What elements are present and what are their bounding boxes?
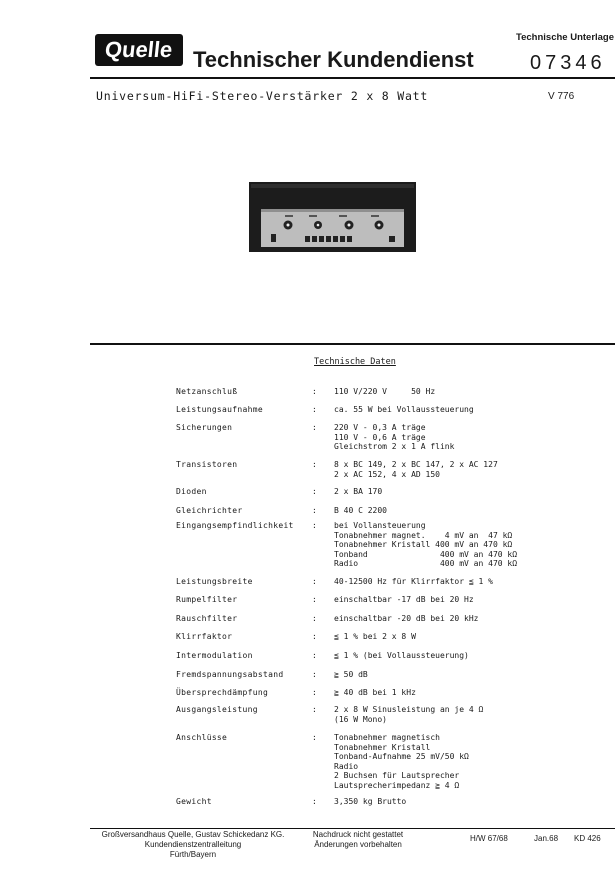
- spec-value-line: (16 W Mono): [334, 714, 387, 724]
- spec-value-line: Lautsprecherimpedanz ≧ 4 Ω: [334, 780, 460, 790]
- document-subtitle: Universum-HiFi-Stereo-Verstärker 2 x 8 Watt: [96, 89, 429, 103]
- spec-values: [334, 595, 474, 605]
- spec-value-line: Tonband-Aufnahme 25 mV/50 kΩ: [334, 752, 469, 762]
- spec-label: Leistungsbreite: [176, 577, 253, 586]
- spec-values: [334, 705, 483, 724]
- spec-separator: :: [312, 651, 317, 660]
- spec-value-line: B 40 C 2200: [334, 506, 387, 515]
- spec-values: [334, 632, 416, 642]
- footer-company: Großversandhaus Quelle, Gustav Schickedanz KG. Kundendienstzentralleitung Fürth/Bayern: [101, 830, 285, 859]
- spec-values: [334, 405, 474, 415]
- spec-separator: :: [312, 614, 317, 623]
- spec-separator: :: [312, 405, 317, 414]
- footer-copyright: Nachdruck nicht gestattet Änderungen vorbehalten: [312, 830, 404, 849]
- spec-value-line: ≧ 50 dB: [334, 670, 368, 679]
- spec-separator: :: [312, 632, 317, 641]
- spec-values: [334, 387, 435, 397]
- spec-value-line: bei Vollansteuerung: [334, 521, 426, 530]
- spec-label: Klirrfaktor: [176, 632, 233, 641]
- doc-label: Technische Unterlage: [516, 32, 615, 43]
- spec-values: [334, 614, 479, 624]
- spec-separator: :: [312, 423, 317, 432]
- spec-value-line: 2 x AC 152, 4 x AD 150: [334, 469, 440, 479]
- spec-value-line: 2 x BA 170: [334, 487, 383, 496]
- footer-date: Jan.68: [534, 834, 559, 843]
- spec-value-line: einschaltbar -17 dB bei 20 Hz: [334, 595, 474, 604]
- header-rule: [90, 77, 615, 79]
- spec-label: Fremdspannungsabstand: [176, 670, 284, 679]
- spec-value-line: einschaltbar -20 dB bei 20 kHz: [334, 614, 479, 623]
- spec-separator: :: [312, 387, 317, 396]
- spec-value-line: 2 x 8 W Sinusleistung an je 4 Ω: [334, 705, 484, 714]
- spec-separator: :: [312, 521, 317, 530]
- spec-value-line: Tonabnehmer Kristall: [334, 742, 431, 752]
- spec-separator: :: [312, 670, 317, 679]
- spec-label: Übersprechdämpfung: [176, 688, 269, 697]
- spec-separator: :: [312, 797, 317, 806]
- spec-separator: :: [312, 595, 317, 604]
- spec-value-line: Tonabnehmer magnetisch: [334, 733, 440, 742]
- section-heading: Technische Daten: [314, 357, 396, 367]
- spec-label: Gewicht: [176, 797, 212, 806]
- footer-doc-code: KD 426: [574, 834, 601, 843]
- amplifier-photo: [249, 182, 416, 252]
- spec-label: Gleichrichter: [176, 506, 243, 515]
- spec-value-line: Tonband 400 mV an 470 kΩ: [334, 549, 518, 559]
- spec-label: Netzanschluß: [176, 387, 238, 396]
- spec-values: [334, 797, 406, 807]
- spec-values: [334, 688, 416, 698]
- model-number: V 776: [548, 91, 575, 102]
- spec-separator: :: [312, 506, 317, 515]
- spec-values: [334, 460, 498, 479]
- footer-code: H/W 67/68: [470, 834, 508, 843]
- spec-values: [334, 487, 382, 497]
- spec-value-line: 110 V/220 V 50 Hz: [334, 387, 436, 396]
- spec-value-line: ca. 55 W bei Vollaussteuerung: [334, 405, 474, 414]
- spec-values: [334, 577, 493, 587]
- service-title: Technischer Kundendienst: [193, 47, 474, 72]
- spec-separator: :: [312, 705, 317, 714]
- spec-value-line: 220 V - 0,3 A träge: [334, 423, 426, 432]
- spec-value-line: ≧ 40 dB bei 1 kHz: [334, 688, 416, 697]
- spec-separator: :: [312, 487, 317, 496]
- spec-separator: :: [312, 577, 317, 586]
- spec-label: Intermodulation: [176, 651, 253, 660]
- spec-value-line: ≦ 1 % (bei Vollaussteuerung): [334, 651, 469, 660]
- doc-number: 07346: [530, 52, 606, 74]
- spec-separator: :: [312, 733, 317, 742]
- spec-value-line: 2 Buchsen für Lautsprecher: [334, 771, 460, 781]
- spec-value-line: 8 x BC 149, 2 x BC 147, 2 x AC 127: [334, 460, 498, 469]
- spec-label: Dioden: [176, 487, 207, 496]
- spec-value-line: Radio: [334, 761, 359, 771]
- spec-value-line: Tonabnehmer magnet. 4 mV an 47 kΩ: [334, 530, 513, 540]
- spec-value-line: 40-12500 Hz für Klirrfaktor ≦ 1 %: [334, 577, 493, 586]
- spec-separator: :: [312, 688, 317, 697]
- spec-values: [334, 423, 454, 452]
- spec-label: Leistungsaufnahme: [176, 405, 263, 414]
- spec-value-line: Gleichstrom 2 x 1 A flink: [334, 442, 455, 452]
- footer-rule: [90, 828, 615, 829]
- spec-value-line: ≦ 1 % bei 2 x 8 W: [334, 632, 416, 641]
- spec-values: [334, 670, 368, 680]
- quelle-logo: Quelle: [95, 34, 183, 66]
- spec-label: Eingangsempfindlichkeit: [176, 521, 294, 530]
- spec-label: Rumpelfilter: [176, 595, 238, 604]
- spec-value-line: 3,350 kg Brutto: [334, 797, 407, 806]
- spec-label: Rauschfilter: [176, 614, 238, 623]
- spec-label: Transistoren: [176, 460, 238, 469]
- spec-value-line: Radio 400 mV an 470 kΩ: [334, 559, 518, 569]
- spec-values: [334, 733, 469, 791]
- spec-label: Sicherungen: [176, 423, 233, 432]
- spec-values: [334, 651, 469, 661]
- spec-value-line: Tonabnehmer Kristall 400 mV an 470 kΩ: [334, 540, 513, 550]
- spec-separator: :: [312, 460, 317, 469]
- spec-values: [334, 521, 517, 569]
- spec-label: Anschlüsse: [176, 733, 228, 742]
- spec-label: Ausgangsleistung: [176, 705, 258, 714]
- spec-values: [334, 506, 387, 516]
- section-rule: [90, 343, 615, 345]
- spec-value-line: 110 V - 0,6 A träge: [334, 432, 426, 442]
